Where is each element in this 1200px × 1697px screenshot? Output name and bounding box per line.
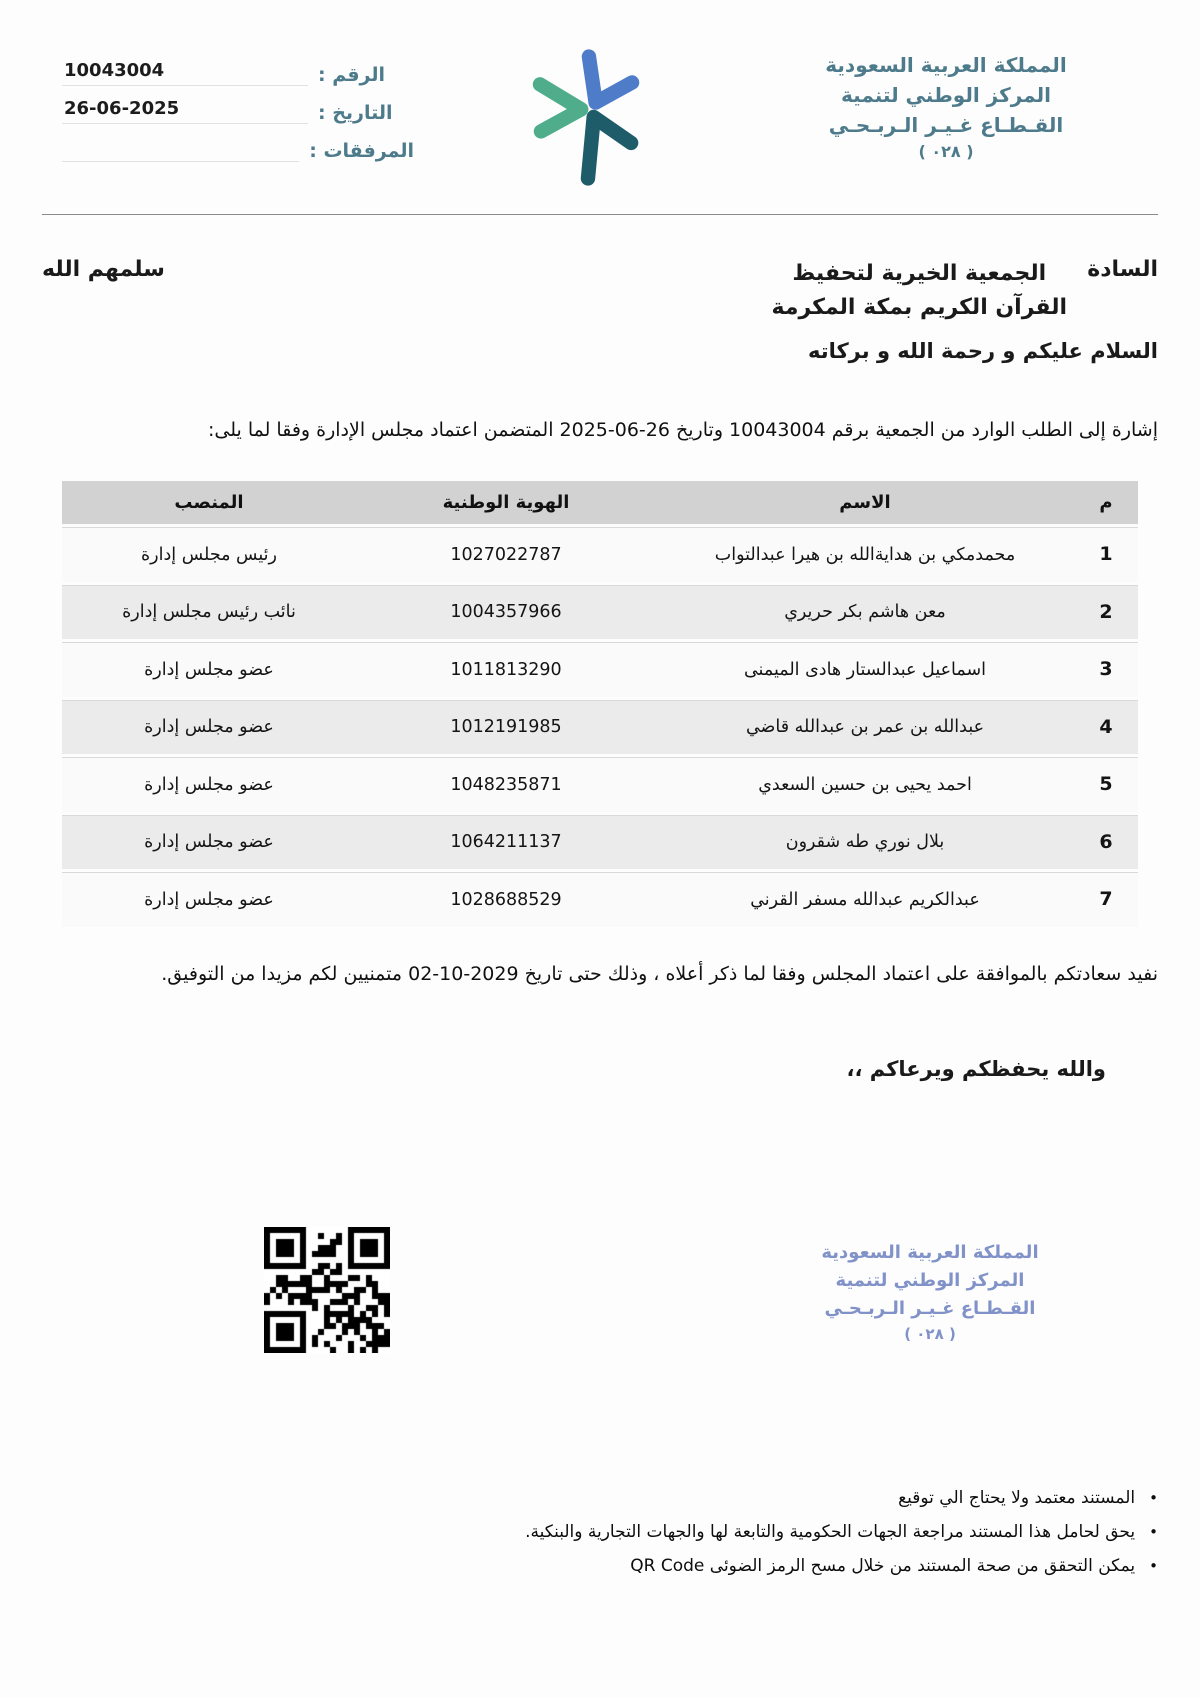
- logo-blue-chevron-icon: [589, 57, 632, 103]
- member-name: عبدالله بن عمر بن عبدالله قاضي: [656, 697, 1074, 755]
- number-value: 10043004: [62, 60, 308, 86]
- addressee-name: الجمعية الخيرية لتحفيظ القرآن الكريم بمكة المكرمة: [771, 261, 1068, 321]
- col-header-name: الاسم: [656, 481, 1074, 524]
- national-id: 1048235871: [356, 754, 656, 812]
- org-name-line: المركز الوطني لتنمية: [841, 83, 1051, 107]
- table-row: [62, 639, 1138, 697]
- member-position: رئيس مجلس إدارة: [62, 524, 356, 582]
- footer-note-text: المستند معتمد ولا يحتاج الي توقيع: [898, 1488, 1136, 1509]
- member-position: عضو مجلس إدارة: [62, 812, 356, 870]
- footer-note: [42, 1553, 1158, 1580]
- stamp-code: ( ٠٢٨ ): [904, 1324, 956, 1343]
- row-number: 5: [1074, 754, 1138, 812]
- member-name: احمد يحيى بن حسين السعدي: [656, 754, 1074, 812]
- farewell-line: والله يحفظكم ويرعاكم ،،: [846, 1057, 1106, 1082]
- qr-code: [264, 1227, 390, 1353]
- table-row: [62, 812, 1138, 870]
- date-value: 26-06-2025: [62, 98, 308, 124]
- row-number: 6: [1074, 812, 1138, 870]
- date-label: التاريخ :: [318, 102, 393, 124]
- addressee-salutation: سلمهم الله: [42, 257, 165, 282]
- row-number: 1: [1074, 524, 1138, 582]
- logo-green-chevron-icon: [540, 84, 581, 131]
- bullet-icon: •: [1149, 1523, 1158, 1542]
- national-id: 1027022787: [356, 524, 656, 582]
- col-header-national-id: الهوية الوطنية: [356, 481, 656, 524]
- row-number: 7: [1074, 869, 1138, 927]
- intro-paragraph: إشارة إلى الطلب الوارد من الجمعية برقم 10043004 وتاريخ 26-06-2025 المتضمن اعتماد مجلس الإدارة وفقا لما يلى:: [207, 419, 1158, 442]
- member-position: عضو مجلس إدارة: [62, 869, 356, 927]
- footer-note: [42, 1519, 1158, 1546]
- closing-paragraph: نفيد سعادتكم بالموافقة على اعتماد المجلس وفقا لما ذكر أعلاه ، وذلك حتى تاريخ 2029-10-02 متمنيين لكم مزيدا من التوفيق.: [161, 962, 1158, 985]
- national-id: 1012191985: [356, 697, 656, 755]
- stamp-line: القـطـاع غـيـر الـربـحـي: [824, 1297, 1036, 1319]
- national-id: 1064211137: [356, 812, 656, 870]
- footer-note-text: يمكن التحقق من صحة المستند من خلال مسح الرمز الضوئى QR Code: [630, 1556, 1136, 1577]
- org-name-line: المملكة العربية السعودية: [825, 53, 1067, 77]
- reference-fields: [62, 60, 414, 174]
- header-divider: [42, 214, 1158, 215]
- member-position: عضو مجلس إدارة: [62, 639, 356, 697]
- org-name-block: [784, 50, 1108, 164]
- table-header: [62, 481, 1138, 524]
- national-id: 1011813290: [356, 639, 656, 697]
- org-stamp: [784, 1239, 1076, 1346]
- national-id: 1004357966: [356, 582, 656, 640]
- attachments-label: المرفقات :: [309, 140, 414, 162]
- attachments-value: [62, 136, 299, 162]
- member-position: نائب رئيس مجلس إدارة: [62, 582, 356, 640]
- greeting-line: السلام عليكم و رحمة الله و بركاته: [807, 339, 1158, 364]
- table-row: [62, 582, 1138, 640]
- bullet-icon: •: [1149, 1489, 1158, 1508]
- member-name: بلال نوري طه شقرون: [656, 812, 1074, 870]
- org-name-line: القـطـاع غـيـر الـربـحـي: [828, 113, 1064, 137]
- row-number: 4: [1074, 697, 1138, 755]
- bullet-icon: •: [1149, 1557, 1158, 1576]
- table-row: [62, 754, 1138, 812]
- member-name: محمدمكي بن هدايةالله بن هيرا عبدالتواب: [656, 524, 1074, 582]
- member-position: عضو مجلس إدارة: [62, 754, 356, 812]
- addressee-title: السادة: [1087, 257, 1158, 282]
- member-name: معن هاشم بكر حريري: [656, 582, 1074, 640]
- logo-teal-chevron-icon: [588, 117, 631, 178]
- number-label: الرقم :: [318, 64, 386, 86]
- member-name: اسماعيل عبدالستار هادى الميمنى: [656, 639, 1074, 697]
- table-row: [62, 869, 1138, 927]
- field-row-attachments: [62, 136, 414, 162]
- stamp-line: المملكة العربية السعودية: [821, 1242, 1039, 1264]
- addressee-block: [42, 257, 1158, 325]
- row-number: 2: [1074, 582, 1138, 640]
- ncnp-logo-icon: [528, 46, 646, 188]
- field-row-date: [62, 98, 414, 124]
- signature-zone: [42, 1081, 1158, 1369]
- table-row: [62, 697, 1138, 755]
- board-members-table: [62, 481, 1138, 927]
- field-row-number: [62, 60, 414, 86]
- org-code: ( ٠٢٨ ): [918, 142, 974, 161]
- national-id: 1028688529: [356, 869, 656, 927]
- footer-notes: [42, 1485, 1158, 1581]
- footer-note: [42, 1485, 1158, 1512]
- footer-note-text: يحق لحامل هذا المستند مراجعة الجهات الحكومية والتابعة لها والجهات التجارية والبنكية.: [525, 1522, 1136, 1543]
- col-header-no: م: [1074, 481, 1138, 524]
- col-header-position: المنصب: [62, 481, 356, 524]
- member-name: عبدالكريم عبدالله مسفر القرني: [656, 869, 1074, 927]
- stamp-line: المركز الوطني لتنمية: [835, 1269, 1025, 1291]
- table-row: [62, 524, 1138, 582]
- addressee-right: [769, 257, 1158, 325]
- member-position: عضو مجلس إدارة: [62, 697, 356, 755]
- letterhead: [42, 44, 1158, 196]
- row-number: 3: [1074, 639, 1138, 697]
